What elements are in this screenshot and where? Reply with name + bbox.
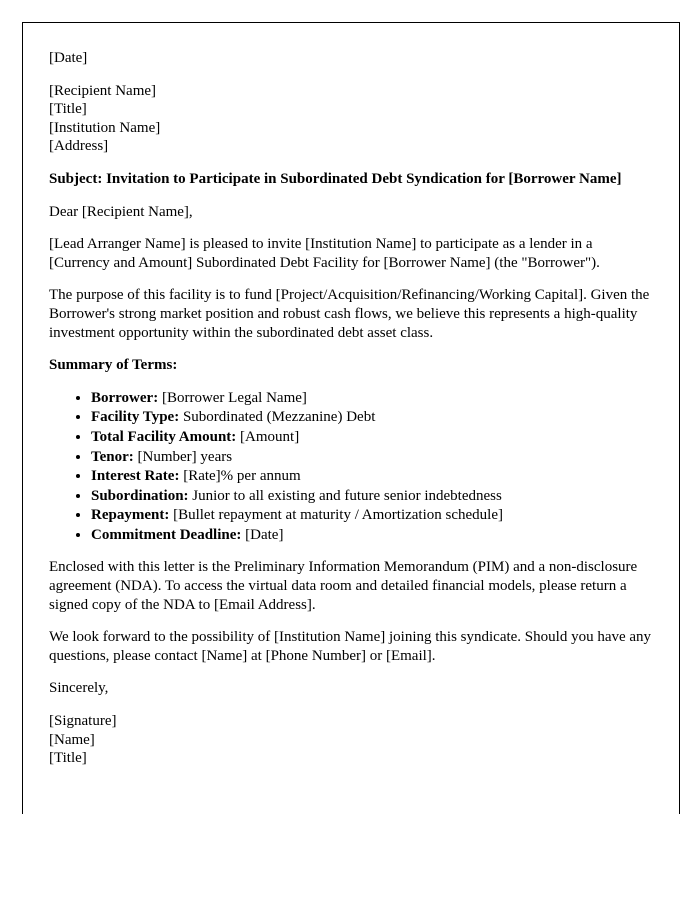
paragraph-closing: We look forward to the possibility of [Institution Name] joining this syndicate. Should you have any questions, please contact [Name] at [Phone Number] or [Email]. xyxy=(49,629,652,664)
term-label: Total Facility Amount: xyxy=(91,428,237,445)
term-facility-type xyxy=(91,408,653,427)
term-value: [Number] years xyxy=(133,448,233,465)
valediction: Sincerely, xyxy=(49,680,109,697)
term-tenor xyxy=(91,448,653,467)
term-label: Subordination: xyxy=(91,487,189,504)
term-label: Repayment: xyxy=(91,507,170,524)
terms-list xyxy=(49,389,653,545)
paragraph-enclosed: Enclosed with this letter is the Preliminary Information Memorandum (PIM) and a non-disclosure agreement (NDA). To access the virtual data room and detailed financial models, please return a signed copy of the NDA to [Email Address]. xyxy=(49,559,638,613)
salutation: Dear [Recipient Name], xyxy=(49,203,193,220)
recipient-name: [Recipient Name] xyxy=(49,82,157,99)
signature-title: [Title] xyxy=(49,750,87,767)
term-value: [Bullet repayment at maturity / Amortization schedule] xyxy=(169,507,503,524)
summary-heading: Summary of Terms: xyxy=(49,357,178,374)
term-value: Junior to all existing and future senior indebtedness xyxy=(188,487,502,504)
term-value: Subordinated (Mezzanine) Debt xyxy=(179,409,376,426)
letter-document xyxy=(22,22,680,814)
term-label: Tenor: xyxy=(91,448,134,465)
signature-line: [Signature] xyxy=(49,713,117,730)
term-interest-rate xyxy=(91,467,653,486)
term-commitment-deadline xyxy=(91,526,653,545)
term-borrower xyxy=(91,389,653,408)
term-label: Facility Type: xyxy=(91,409,180,426)
term-total-facility-amount xyxy=(91,428,653,447)
subject-line: Subject: Invitation to Participate in Subordinated Debt Syndication for [Borrower Name] xyxy=(49,170,622,187)
term-value: [Date] xyxy=(241,526,284,543)
signature-name: [Name] xyxy=(49,731,95,748)
term-label: Borrower: xyxy=(91,389,159,406)
signature-block xyxy=(49,712,653,768)
date-line: [Date] xyxy=(49,50,88,66)
term-label: Interest Rate: xyxy=(91,468,180,485)
paragraph-intro: [Lead Arranger Name] is pleased to invite [Institution Name] to participate as a lender in a [Currency and Amount] Subordinated Debt Facility for [Borrower Name] (the "Borrower"). xyxy=(49,236,600,271)
term-label: Commitment Deadline: xyxy=(91,526,242,543)
recipient-block xyxy=(49,82,653,156)
recipient-title: [Title] xyxy=(49,101,87,118)
term-repayment xyxy=(91,506,653,525)
recipient-institution: [Institution Name] xyxy=(49,119,161,136)
term-subordination xyxy=(91,487,653,506)
term-value: [Borrower Legal Name] xyxy=(158,389,307,406)
term-value: [Rate]% per annum xyxy=(179,468,301,485)
paragraph-purpose: The purpose of this facility is to fund [Project/Acquisition/Refinancing/Working Capital]. Given the Borrower's strong market position and robust cash flows, we believe this represents a high-quality investment opportunity within the subordinated debt asset class. xyxy=(49,287,650,341)
term-value: [Amount] xyxy=(236,428,300,445)
recipient-address: [Address] xyxy=(49,138,109,155)
